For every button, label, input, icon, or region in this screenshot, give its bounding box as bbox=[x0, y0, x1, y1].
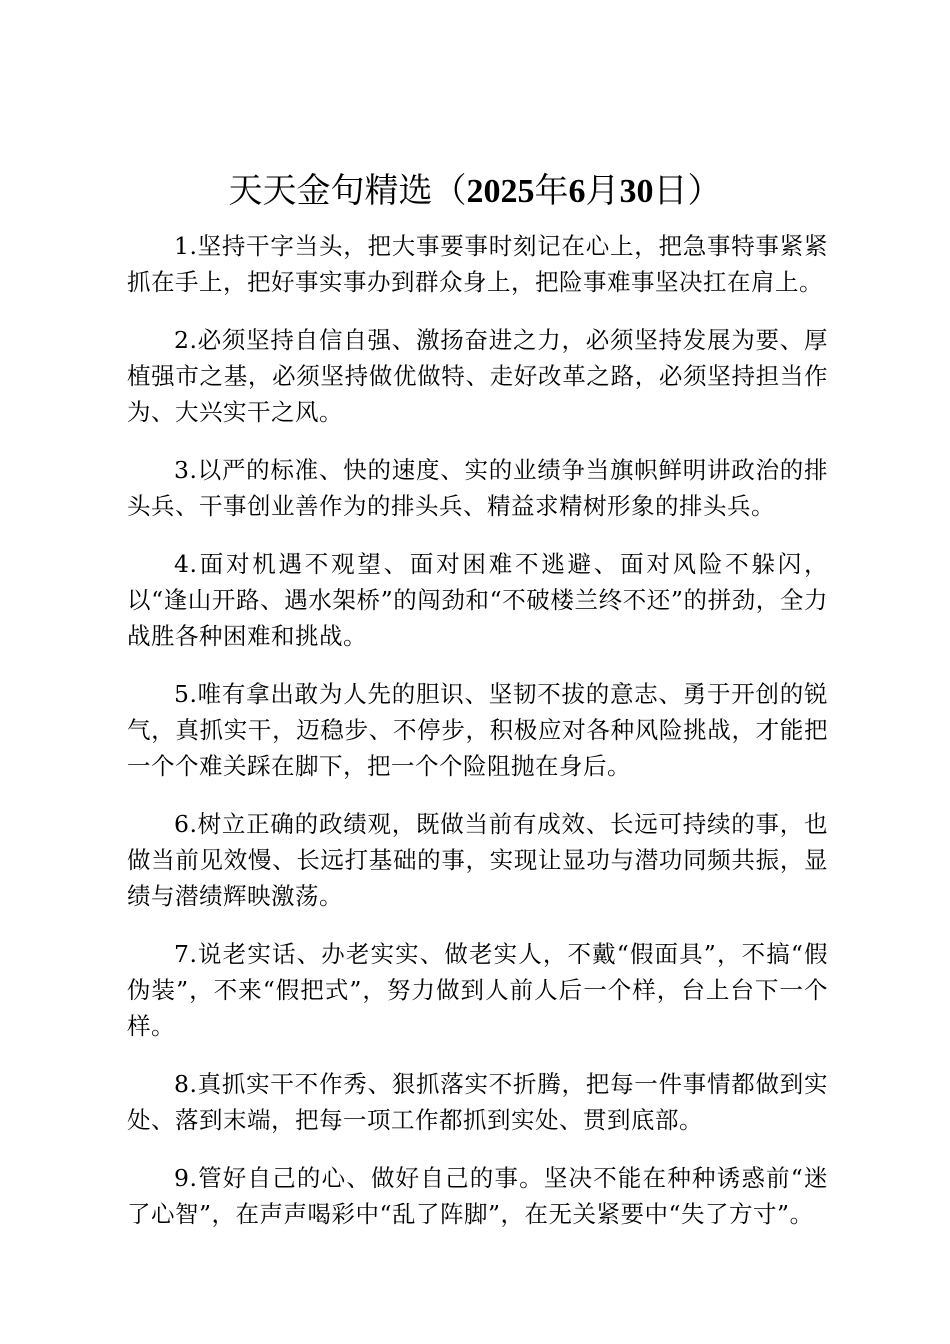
quote-item-7: 7.说老实话、办老实实、做老实人，不戴“假面具”，不搞“假伪装”，不来“假把式”，努力做到人前人后一个样，台上台下一个样。 bbox=[127, 940, 828, 1040]
quote-item-4: 4.面对机遇不观望、面对困难不逃避、面对风险不躲闪，以“逢山开路、遇水架桥”的闯劲和“不破楼兰终不还”的拼劲，全力战胜各种困难和挑战。 bbox=[127, 550, 828, 650]
quote-list bbox=[127, 228, 828, 1254]
title-day-unit: 日） bbox=[653, 173, 722, 210]
title-prefix: 天天金句精选（ bbox=[228, 173, 467, 210]
title-year: 2025 bbox=[466, 173, 535, 210]
quote-item-9: 9.管好自己的心、做好自己的事。坚决不能在种种诱惑前“迷了心智”，在声声喝彩中“乱了阵脚”，在无关紧要中“失了方寸”。 bbox=[127, 1164, 828, 1228]
quote-item-2: 2.必须坚持自信自强、激扬奋进之力，必须坚持发展为要、厚植强市之基，必须坚持做优做特、走好改革之路，必须坚持担当作为、大兴实干之风。 bbox=[127, 326, 828, 426]
title-year-unit: 年 bbox=[534, 173, 569, 210]
title-month: 6 bbox=[568, 173, 586, 210]
quote-item-1: 1.坚持干字当头，把大事要事时刻记在心上，把急事特事紧紧抓在手上，把好事实事办到群众身上，把险事难事坚决扛在肩上。 bbox=[127, 232, 828, 296]
quote-item-6: 6.树立正确的政绩观，既做当前有成效、长远可持续的事，也做当前见效慢、长远打基础的事，实现让显功与潜功同频共振，显绩与潜绩辉映激荡。 bbox=[127, 810, 828, 910]
quote-item-3: 3.以严的标准、快的速度、实的业绩争当旗帜鲜明讲政治的排头兵、干事创业善作为的排头兵、精益求精树形象的排头兵。 bbox=[127, 456, 828, 520]
title-day: 30 bbox=[619, 173, 654, 210]
quote-item-8: 8.真抓实干不作秀、狠抓落实不折腾，把每一件事情都做到实处、落到末端，把每一项工作都抓到实处、贯到底部。 bbox=[127, 1070, 828, 1134]
page-title bbox=[0, 168, 950, 216]
quote-item-5: 5.唯有拿出敢为人先的胆识、坚韧不拔的意志、勇于开创的锐气，真抓实干，迈稳步、不停步，积极应对各种风险挑战，才能把一个个难关踩在脚下，把一个个险阻抛在身后。 bbox=[127, 680, 828, 780]
title-month-unit: 月 bbox=[585, 173, 620, 210]
